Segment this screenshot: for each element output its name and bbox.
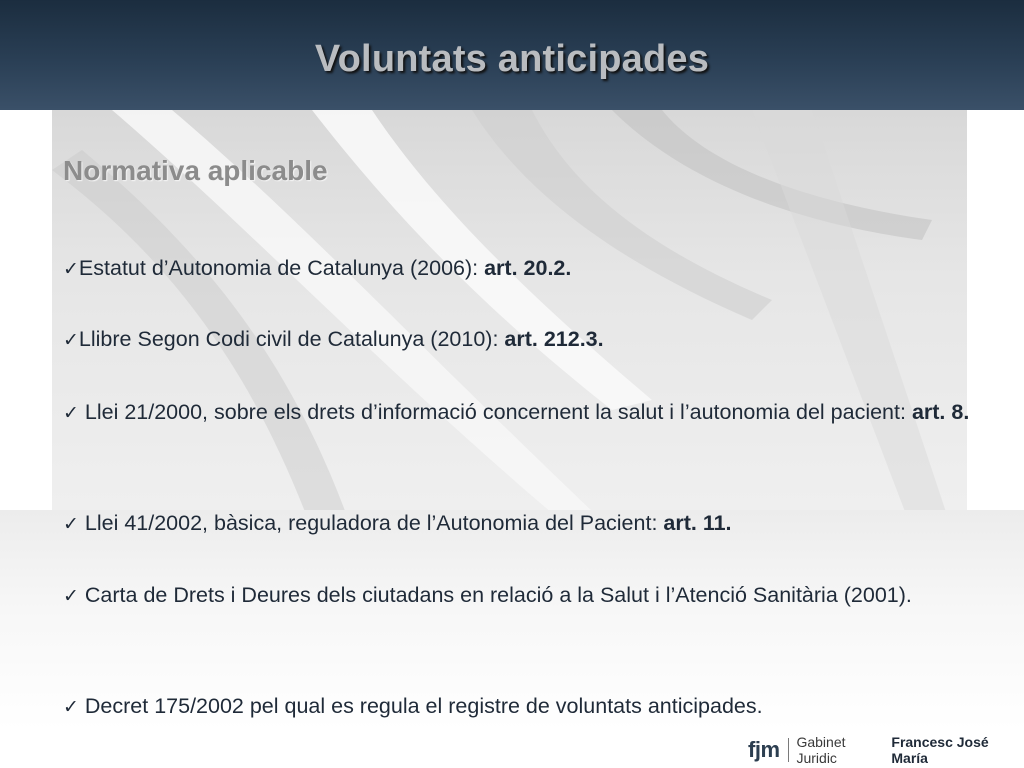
item-text: Llei 21/2000, sobre els drets d’informació concernent la salut i l’autonomia del pacient:: [78, 400, 912, 424]
checkmark-icon: ✓: [63, 402, 79, 424]
checkmark-icon: ✓: [63, 258, 79, 280]
item-article: art. 8.: [911, 400, 970, 424]
list-item: [63, 577, 983, 615]
item-article: art. 11.: [663, 511, 732, 535]
list-item: [63, 688, 983, 726]
checkmark-icon: ✓: [63, 329, 79, 351]
item-article: art. 212.3.: [504, 327, 604, 351]
list-item: [63, 394, 983, 432]
fjm-logo: fjm: [748, 737, 780, 762]
item-text: Llibre Segon Codi civil de Catalunya (2010):: [78, 327, 505, 351]
item-text: Decret 175/2002 pel qual es regula el registre de voluntats anticipades.: [78, 694, 763, 718]
item-text: Llei 41/2002, bàsica, reguladora de l’Autonomia del Pacient:: [78, 511, 664, 535]
list-item: [63, 505, 983, 543]
item-text: Carta de Drets i Deures dels ciutadans en relació a la Salut i l’Atenció Sanitària (2001).: [78, 583, 912, 607]
footer-brand: [748, 735, 1024, 765]
list-item: [63, 250, 983, 288]
section-heading: Normativa aplicable: [63, 155, 328, 186]
footer-prefix: Gabinet Juridic: [796, 734, 846, 766]
item-text: Estatut d’Autonomia de Catalunya (2006):: [78, 256, 485, 280]
footer-divider: [788, 738, 789, 762]
footer-name: Francesc José María: [891, 734, 989, 766]
checkmark-icon: ✓: [63, 585, 79, 607]
checkmark-icon: ✓: [63, 696, 79, 718]
list-item: [63, 321, 983, 359]
checkmark-icon: ✓: [63, 513, 79, 535]
item-article: art. 20.2.: [484, 256, 572, 280]
slide-title: Voluntats anticipades: [314, 38, 710, 80]
